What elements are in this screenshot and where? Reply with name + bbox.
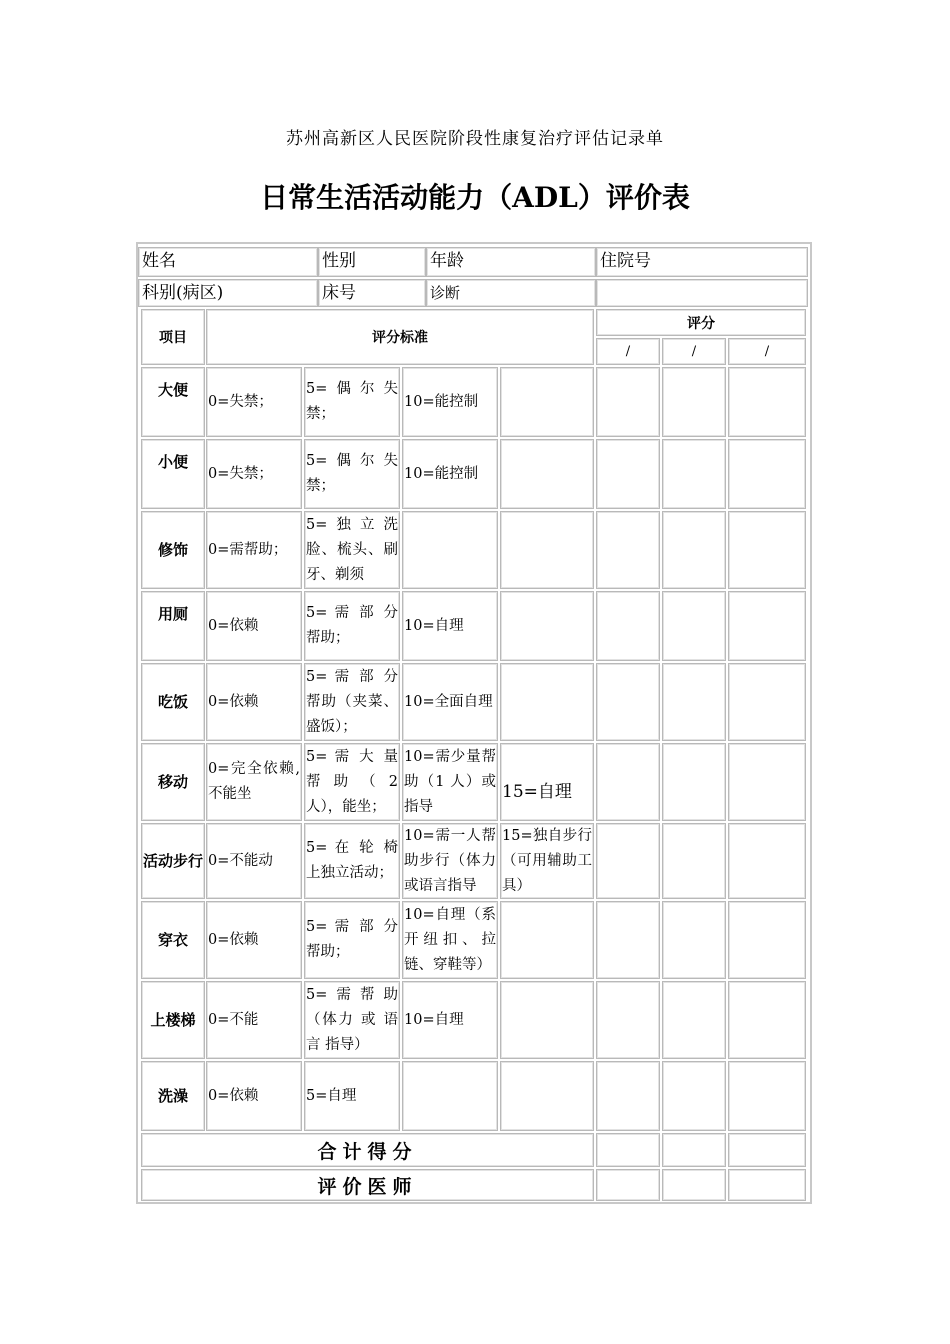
score-date-2: /	[662, 338, 726, 365]
page-title: 日常生活活动能力（ADL）评价表	[260, 181, 690, 214]
criteria-cell: 0=不能	[206, 981, 302, 1059]
score-cell[interactable]	[662, 663, 726, 741]
score-header: 评分	[596, 309, 806, 336]
criteria-cell: 5=独立洗脸、梳头、刷牙、剃须	[304, 511, 400, 589]
criteria-cell: 0=失禁；	[206, 367, 302, 437]
criteria-cell: 10=需一人帮助步行（体力或语言指导	[402, 823, 498, 899]
score-cell[interactable]	[728, 511, 806, 589]
score-cell[interactable]	[662, 901, 726, 979]
criteria-cell: 5= 需 部 分 帮助（夹菜、盛饭）；	[304, 663, 400, 741]
score-cell[interactable]	[662, 511, 726, 589]
total-score-label: 合计得分	[141, 1133, 594, 1167]
criteria-cell: 15=自理	[500, 743, 594, 821]
criteria-cell: 5= 需 部 分 帮助；	[304, 591, 400, 661]
score-cell[interactable]	[596, 367, 660, 437]
score-cell[interactable]	[728, 591, 806, 661]
item-bathing: 洗澡	[141, 1061, 205, 1131]
item-header: 项目	[141, 309, 205, 365]
hospital-form-title: 苏州高新区人民医院阶段性康复治疗评估记录单	[286, 129, 664, 149]
score-cell[interactable]	[596, 591, 660, 661]
criteria-cell: 0=不能动	[206, 823, 302, 899]
score-cell[interactable]	[728, 367, 806, 437]
item-toileting: 用厕	[141, 591, 205, 661]
item-dressing: 穿衣	[141, 901, 205, 979]
score-cell[interactable]	[596, 823, 660, 899]
score-cell[interactable]	[596, 511, 660, 589]
criteria-cell: 10=自理	[402, 981, 498, 1059]
score-cell[interactable]	[728, 1061, 806, 1131]
age-label: 年龄	[426, 247, 596, 277]
criteria-header: 评分标准	[206, 309, 594, 365]
name-label: 姓名	[138, 247, 318, 277]
criteria-cell: 10=自理（系开 纽 扣 、 拉链、穿鞋等）	[402, 901, 498, 979]
diagnosis-label: 诊断	[426, 279, 596, 307]
admission-number-label: 住院号	[596, 247, 808, 277]
score-cell[interactable]	[596, 743, 660, 821]
criteria-cell	[500, 367, 594, 437]
criteria-cell: 0=依赖	[206, 1061, 302, 1131]
evaluating-physician-label: 评价医师	[141, 1169, 594, 1201]
criteria-cell	[402, 1061, 498, 1131]
criteria-cell	[500, 1061, 594, 1131]
score-date-3: /	[728, 338, 806, 365]
criteria-cell	[500, 591, 594, 661]
criteria-cell: 15=独自步行（可用辅助工具）	[500, 823, 594, 899]
criteria-cell: 10=全面自理	[402, 663, 498, 741]
score-cell[interactable]	[662, 823, 726, 899]
criteria-cell: 10=自理	[402, 591, 498, 661]
score-cell[interactable]	[728, 901, 806, 979]
total-score-cell[interactable]	[728, 1133, 806, 1167]
criteria-cell: 0=完全依赖,不能坐	[206, 743, 302, 821]
item-walking: 活动步行	[141, 823, 205, 899]
score-cell[interactable]	[662, 367, 726, 437]
criteria-cell: 0=需帮助；	[206, 511, 302, 589]
score-cell[interactable]	[596, 439, 660, 509]
criteria-cell: 5=需帮助（体力 或 语 言 指导）	[304, 981, 400, 1059]
item-stairs: 上楼梯	[141, 981, 205, 1059]
department-label: 科别(病区)	[138, 279, 318, 307]
criteria-cell: 0=依赖	[206, 663, 302, 741]
item-bowel: 大便	[141, 367, 205, 437]
physician-cell[interactable]	[662, 1169, 726, 1201]
score-cell[interactable]	[662, 743, 726, 821]
criteria-cell: 0=依赖	[206, 901, 302, 979]
total-score-cell[interactable]	[662, 1133, 726, 1167]
physician-cell[interactable]	[728, 1169, 806, 1201]
criteria-cell	[500, 511, 594, 589]
criteria-cell: 5=偶尔失禁；	[304, 367, 400, 437]
total-score-cell[interactable]	[596, 1133, 660, 1167]
score-cell[interactable]	[662, 591, 726, 661]
criteria-cell: 10=需少量帮助（1 人）或指导	[402, 743, 498, 821]
score-cell[interactable]	[596, 901, 660, 979]
criteria-cell: 10=能控制	[402, 439, 498, 509]
criteria-cell	[402, 511, 498, 589]
criteria-cell: 0=失禁；	[206, 439, 302, 509]
criteria-cell	[500, 663, 594, 741]
score-cell[interactable]	[596, 981, 660, 1059]
score-date-1: /	[596, 338, 660, 365]
score-cell[interactable]	[728, 823, 806, 899]
criteria-cell: 5= 在 轮 椅 上独立活动；	[304, 823, 400, 899]
criteria-cell	[500, 981, 594, 1059]
item-grooming: 修饰	[141, 511, 205, 589]
criteria-cell: 10=能控制	[402, 367, 498, 437]
score-cell[interactable]	[728, 439, 806, 509]
score-cell[interactable]	[728, 663, 806, 741]
score-cell[interactable]	[662, 1061, 726, 1131]
bed-label: 床号	[318, 279, 426, 307]
criteria-cell	[500, 439, 594, 509]
score-cell[interactable]	[728, 743, 806, 821]
criteria-cell: 5=偶尔失禁；	[304, 439, 400, 509]
criteria-cell: 0=依赖	[206, 591, 302, 661]
criteria-cell: 5=自理	[304, 1061, 400, 1131]
score-cell[interactable]	[728, 981, 806, 1059]
adl-table	[136, 242, 812, 1204]
item-transfer: 移动	[141, 743, 205, 821]
score-cell[interactable]	[596, 663, 660, 741]
item-bladder: 小便	[141, 439, 205, 509]
criteria-cell: 5= 需 部 分 帮助；	[304, 901, 400, 979]
score-cell[interactable]	[596, 1061, 660, 1131]
score-cell[interactable]	[662, 981, 726, 1059]
physician-cell[interactable]	[596, 1169, 660, 1201]
gender-label: 性别	[318, 247, 426, 277]
criteria-cell	[500, 901, 594, 979]
criteria-cell: 5= 需 大 量 帮助（2 人），能坐；	[304, 743, 400, 821]
score-cell[interactable]	[662, 439, 726, 509]
diagnosis-value	[596, 279, 808, 307]
item-feeding: 吃饭	[141, 663, 205, 741]
